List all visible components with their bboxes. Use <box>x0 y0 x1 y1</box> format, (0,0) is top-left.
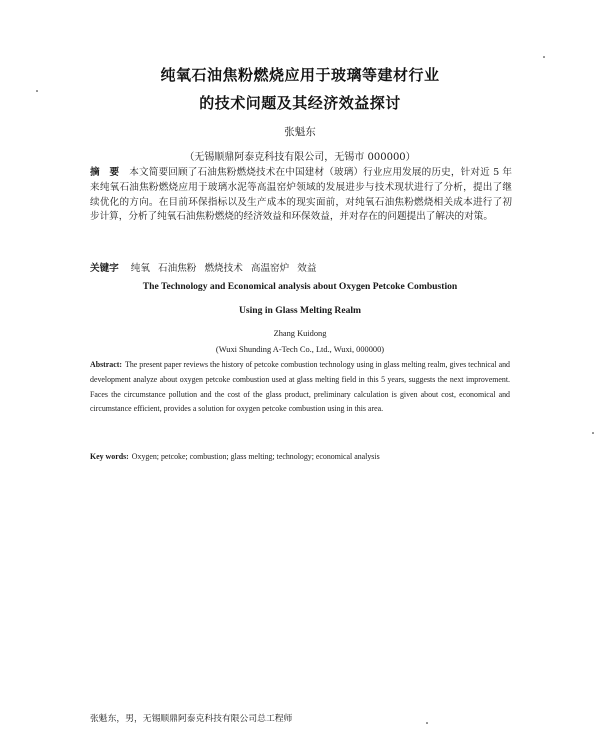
chinese-keywords-label: 关键字 <box>90 263 119 274</box>
english-keywords-terms: Oxygen; petcoke; combustion; glass melting; technology; economical analysis <box>131 452 380 461</box>
english-abstract-text: The present paper reviews the history of petcoke combustion technology using in glass melting realm, gives technical and development analyze about oxygen petcoke combustion used at glass melting field in this 5 years, suggests the next improvement. Faces the circumstance pollution and the cost of the glass product, preliminary calculation is given about cost, economical and circumstance efficient, provides a solution for oxygen petcoke combustion using in this area. <box>90 360 510 414</box>
english-title-line-1: The Technology and Economical analysis about Oxygen Petcoke Combustion <box>142 281 458 292</box>
scan-speck <box>36 90 38 92</box>
english-affiliation: (Wuxi Shunding A-Tech Co., Ltd., Wuxi, 000000) <box>215 345 385 354</box>
english-keywords <box>90 452 380 461</box>
author-footnote: 张魁东，男，无锡顺鼎阿泰克科技有限公司总工程师 <box>90 714 293 724</box>
english-abstract <box>90 358 510 417</box>
chinese-author: 张魁东 <box>284 126 316 138</box>
english-abstract-label: Abstract: <box>90 360 122 369</box>
chinese-keywords <box>90 260 316 274</box>
chinese-abstract-text: 本文简要回顾了石油焦粉燃烧技术在中国建材（玻璃）行业应用发展的历史，针对近 5 年来纯氧石油焦粉燃烧应用于玻璃水泥等高温窑炉领域的发展进步与技术现状进行了分析，提出了继续优化的方向。在目前环保指标以及生产成本的现实面前，对纯氧石油焦粉燃烧相关成本进行了初步计算，分析了纯氧石油焦粉燃烧的经济效益和环保效益，并对存在的问题提出了解决的对策。 <box>90 167 513 223</box>
english-title-line-2: Using in Glass Melting Realm <box>238 305 362 316</box>
scan-speck <box>543 56 545 58</box>
chinese-title-line-1: 纯氧石油焦粉燃烧应用于玻璃等建材行业 <box>160 66 440 84</box>
chinese-title-line-2: 的技术问题及其经济效益探讨 <box>199 94 401 112</box>
english-author: Zhang Kuidong <box>273 329 327 338</box>
scan-speck <box>426 722 428 724</box>
chinese-keywords-terms: 纯氧 石油焦粉 燃烧技术 高温窑炉 效益 <box>130 263 317 274</box>
chinese-affiliation: （无锡顺鼎阿泰克科技有限公司，无锡市 000000） <box>184 152 416 163</box>
chinese-abstract <box>90 166 512 225</box>
english-keywords-label: Key words: <box>90 452 129 461</box>
chinese-abstract-label: 摘 要 <box>90 167 120 178</box>
scan-speck <box>592 432 594 434</box>
